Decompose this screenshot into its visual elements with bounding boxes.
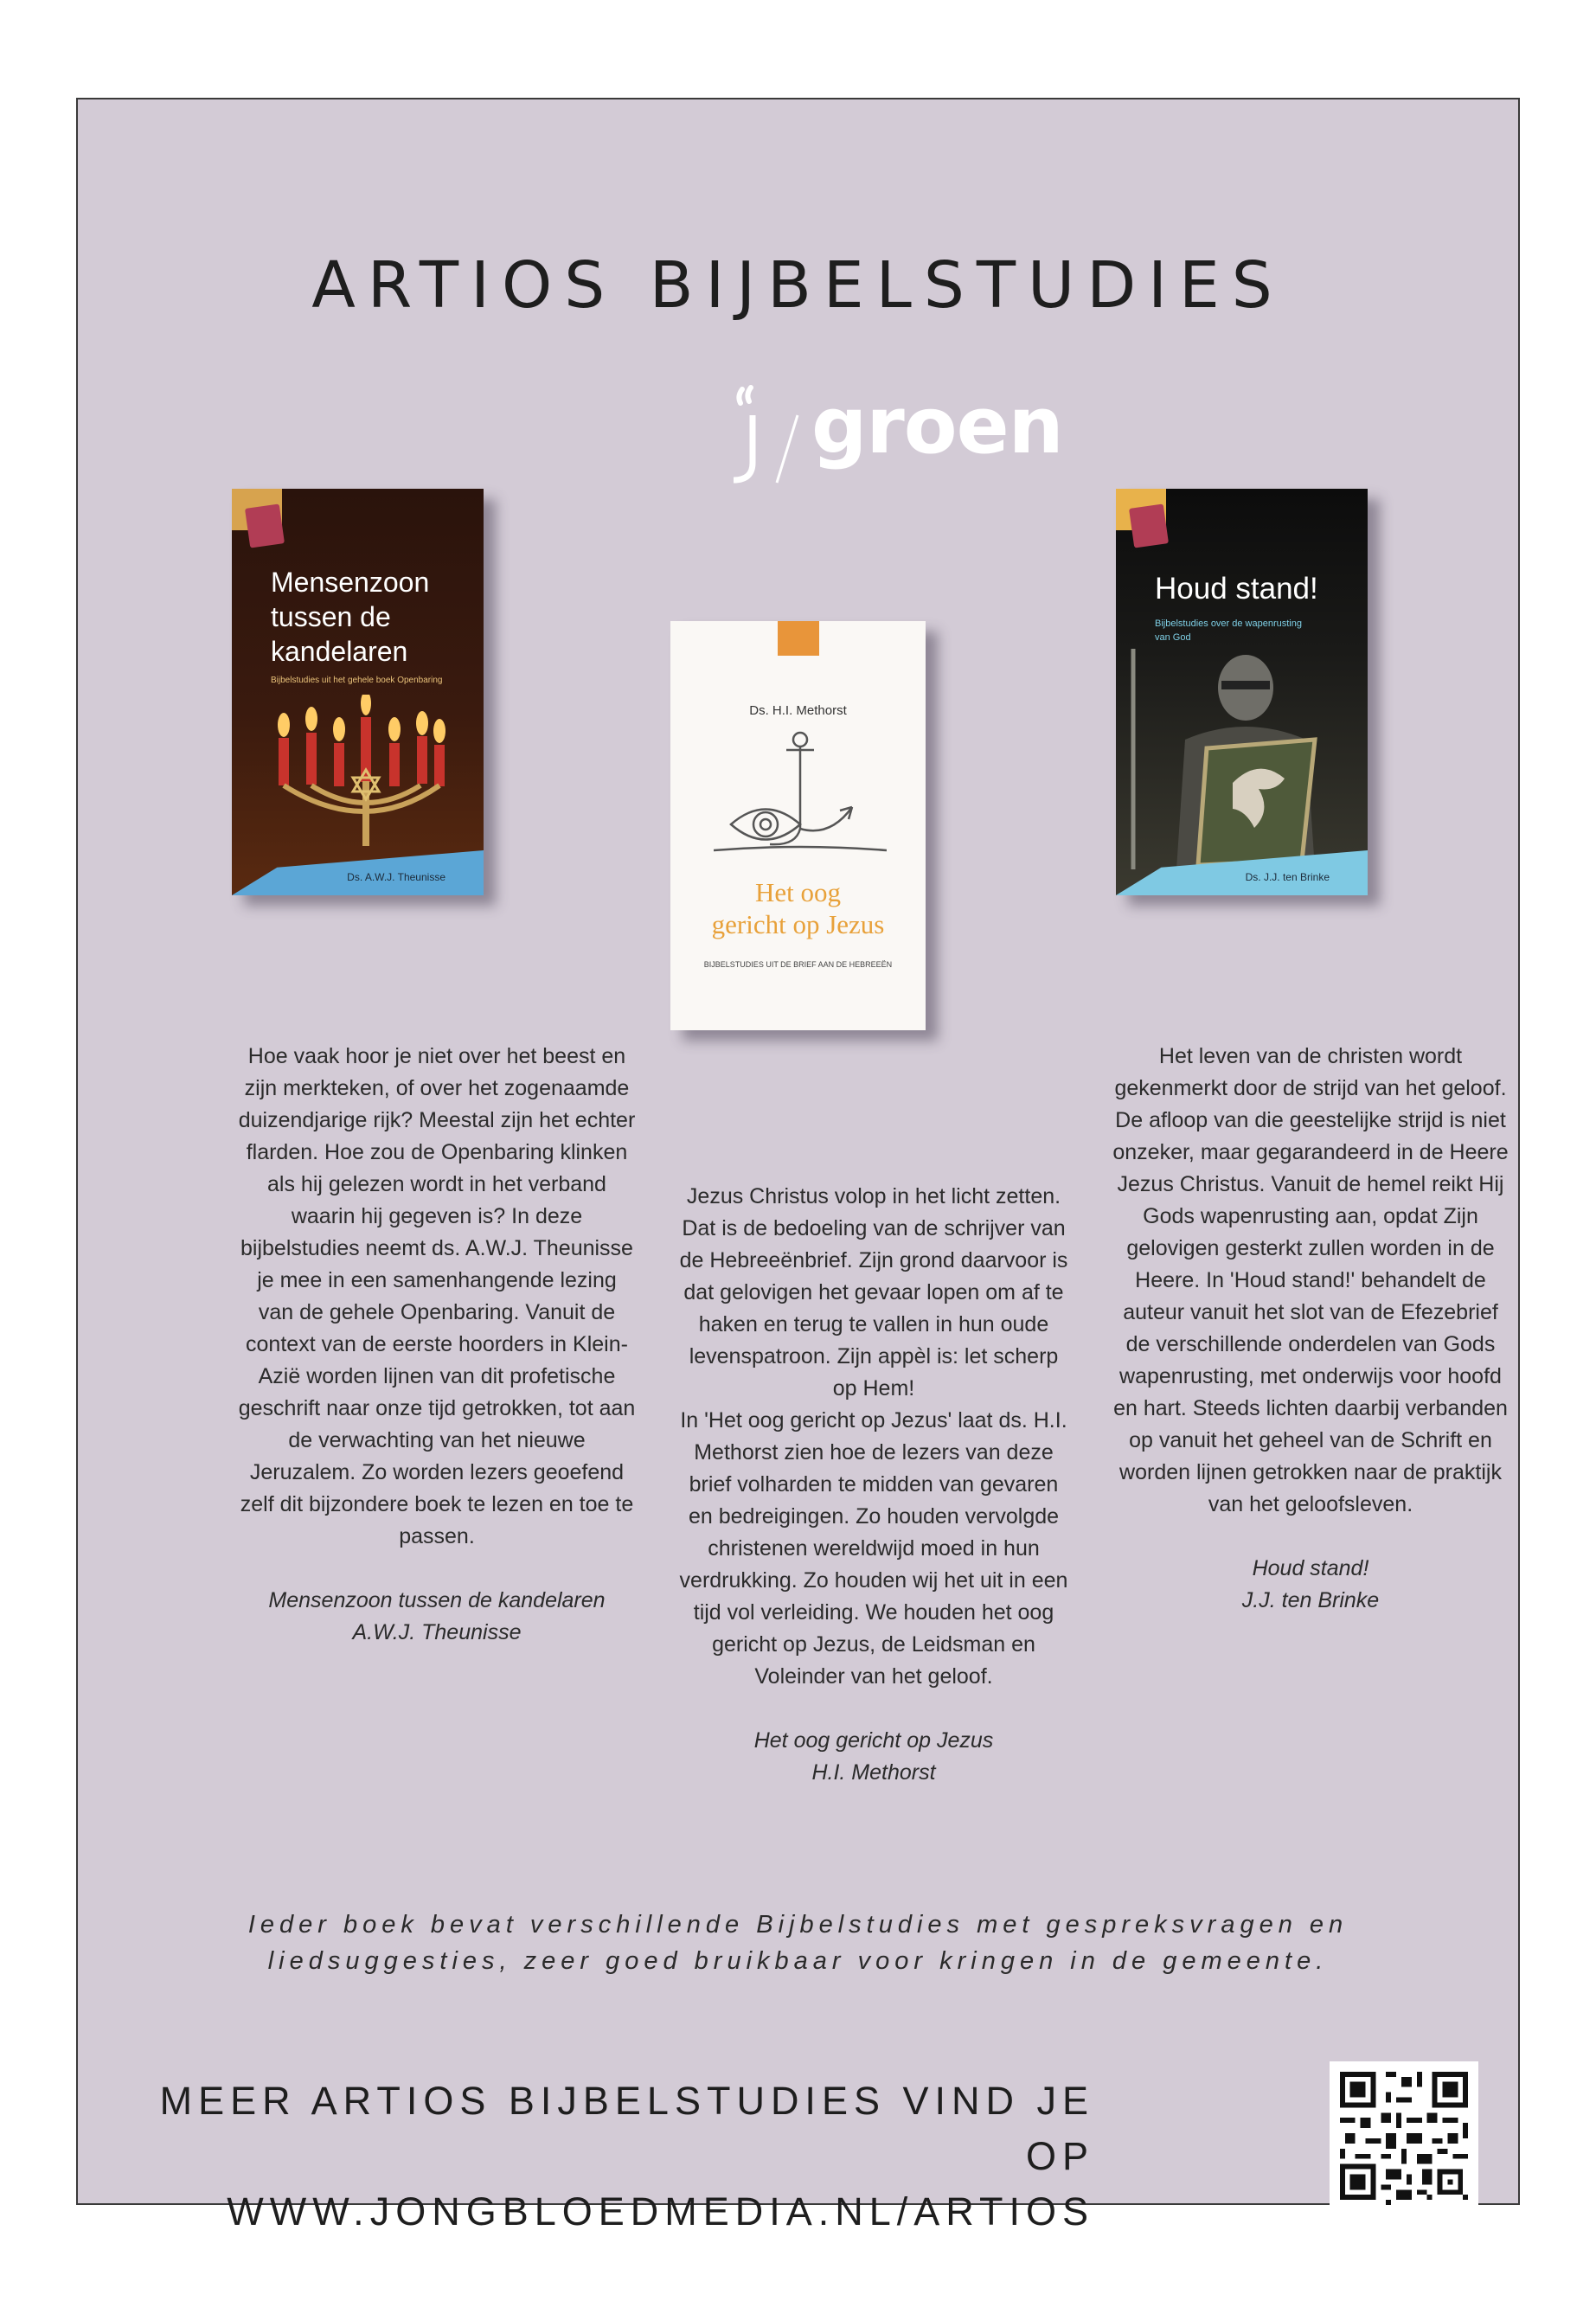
book-cover-title: Houd stand!: [1155, 572, 1318, 606]
book-description-2: [675, 1181, 1073, 1789]
artios-badge: [232, 489, 282, 530]
menorah-icon: [258, 695, 457, 850]
book-cover-subtitle: Bijbelstudies over de wapenrusting van God: [1155, 619, 1302, 643]
book-cover-subtitle: BIJBELSTUDIES UIT DE BRIEF AAN DE HEBREEËN: [703, 960, 893, 969]
book-cover-subtitle: Bijbelstudies uit het gehele boek Openbaring: [271, 676, 443, 685]
knight-icon: [1116, 644, 1368, 869]
book-cover-houd-stand: [1116, 489, 1368, 895]
book-cover-author: Ds. J.J. ten Brinke: [1245, 871, 1330, 883]
book-cover-title: Mensenzoon tussen de kandelaren: [271, 567, 430, 667]
description-text: Hoe vaak hoor je niet over het beest en zijn merkteken, of over het zogenaamde duizendjarige rijk? Meestal zijn het echter flarden. Hoe zou de Openbaring klinken als hij gelezen wordt in het verband waarin hij gegeven is? In deze bijbelstudies neemt ds. A.W.J. Theunisse je mee in een samenhangende lezing van de gehele Openbaring. Vanuit de context van de eerste hoorders in Klein-Azië worden lijnen van dit profetische geschrift naar onze tijd getrokken, tot aan de verwachting van het nieuwe Jeruzalem. Zo worden lezers geoefend zelf dit bijzondere boek te lezen en toe te passen.: [238, 1044, 636, 1548]
signature-title: Het oog gericht op Jezus: [753, 1728, 994, 1753]
book-cover-author: Ds. H.I. Methorst: [749, 703, 847, 718]
description-text: Het leven van de christen wordt gekenmerkt door de strijd van het geloof. De afloop van die geestelijke strijd is niet onzeker, maar gegarandeerd in de Heere Jezus Christus. Vanuit de hemel reikt Hij Gods wapenrusting aan, opdat Zijn gelovigen gesterkt zullen worden in de Heere. In 'Houd stand!' behandelt de auteur vanuit het slot van de Efezebrief de verschillende onderdelen van Gods wapenrusting, met onderwijs voor hoofd en hart. Steeds lichten daarbij verbanden op vanuit het geheel van de Schrift en worden lijnen getrokken naar de praktijk van het geloofsleven.: [1112, 1044, 1509, 1516]
book-description-1: [238, 1041, 636, 1649]
book-description-3: [1112, 1041, 1509, 1617]
description-text: In 'Het oog gericht op Jezus' laat ds. H.I. Methorst zien hoe de lezers van deze brief volharden te midden van gevaren en bedreigingen. Zo houden vervolgde christenen wereldwijd moed in hun verdrukking. Zo houden wij het uit in een tijd vol verleiding. We houden het oog gericht op Jezus, de Leidsman en Voleinder van het geloof.: [679, 1408, 1068, 1689]
book-cover-mensenzoon: [232, 489, 484, 895]
qr-code-icon: [1330, 2061, 1478, 2210]
signature-author: A.W.J. Theunisse: [352, 1620, 522, 1644]
poster: [76, 98, 1520, 2234]
qr-code[interactable]: [1330, 2061, 1478, 2210]
book-cover-het-oog: [670, 621, 926, 1030]
book-cover-author: Ds. A.W.J. Theunisse: [347, 871, 445, 883]
artios-badge: [1116, 489, 1166, 530]
more-info-text: MEER ARTIOS BIJBELSTUDIES VIND JE OP WWW.JONGBLOEDMEDIA.NL/ARTIOS: [78, 2073, 1094, 2240]
signature-title: Mensenzoon tussen de kandelaren: [268, 1588, 606, 1612]
tagline: Ieder boek bevat verschillende Bijbelstudies met gespreksvragen en liedsuggesties, zeer goed bruikbaar voor kringen in de gemeente.: [247, 1911, 1349, 1975]
signature-author: H.I. Methorst: [811, 1760, 936, 1785]
jongbloed-logo-icon: [727, 381, 813, 497]
website-link[interactable]: WWW.JONGBLOEDMEDIA.NL/ARTIOS: [227, 2189, 1094, 2234]
artios-badge: [778, 621, 819, 656]
anchor-eye-icon: [714, 729, 887, 859]
page-title: ARTIOS BIJBELSTUDIES: [311, 248, 1285, 323]
signature-title: Houd stand!: [1252, 1556, 1369, 1580]
logo-text: groen: [811, 381, 1063, 471]
book-cover-title: Het oog gericht op Jezus: [711, 877, 885, 939]
jongbloed-logo: [727, 381, 1063, 497]
signature-author: J.J. ten Brinke: [1241, 1588, 1380, 1612]
description-text: Jezus Christus volop in het licht zetten. Dat is de bedoeling van de schrijver van de Hebreeënbrief. Zijn grond daarvoor is dat gelovigen het gevaar lopen om af te haken en terug te vallen in hun oude levenspatroon. Zijn appèl is: let scherp op Hem!: [679, 1184, 1068, 1400]
